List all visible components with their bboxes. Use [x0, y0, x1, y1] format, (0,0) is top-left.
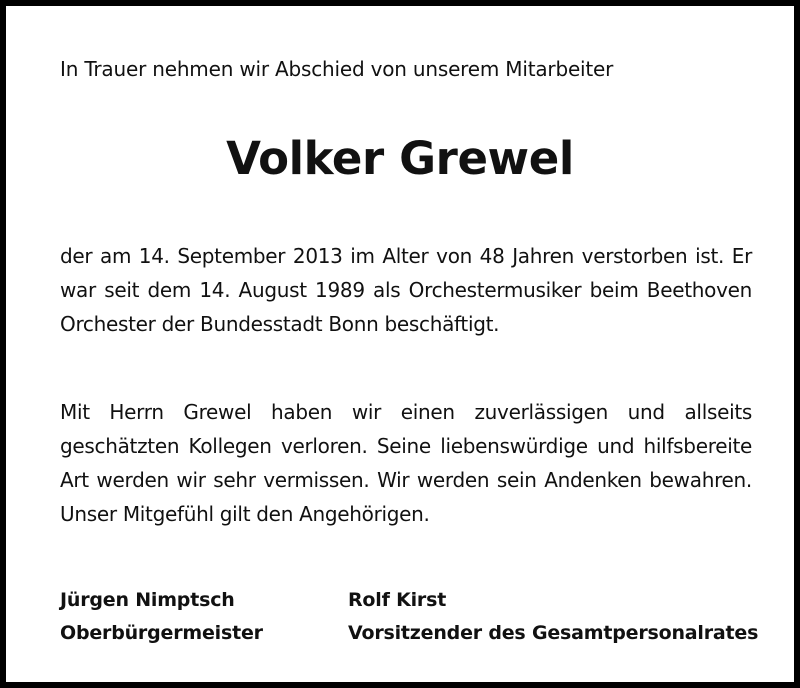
intro-line: In Trauer nehmen wir Abschied von unserem Mitarbeiter: [60, 57, 614, 81]
signatory-1-name: Jürgen Nimptsch: [60, 589, 235, 611]
signatory-2-title: Vorsitzender des Gesamtpersonalrates: [348, 622, 759, 644]
signatory-1-title: Oberbürgermeister: [60, 622, 263, 644]
signatory-2-name: Rolf Kirst: [348, 589, 447, 611]
signatory-1: [60, 584, 263, 650]
signatory-2: [348, 584, 758, 650]
biography-paragraph: der am 14. September 2013 im Alter von 48 Jahren verstorben ist. Er war seit dem 14. August 1989 als Orchestermusiker beim Beethoven Orchester der Bundesstadt Bonn beschäftigt.: [60, 244, 752, 336]
deceased-name: Volker Grewel: [226, 132, 574, 185]
condolence-paragraph: Mit Herrn Grewel haben wir einen zuverlässigen und allseits geschätzten Kollegen verloren. Seine liebenswürdige und hilfsbereite Art werden wir sehr vermissen. Wir werden sein Andenken bewahren. Unser Mitgefühl gilt den Angehörigen.: [60, 400, 752, 526]
